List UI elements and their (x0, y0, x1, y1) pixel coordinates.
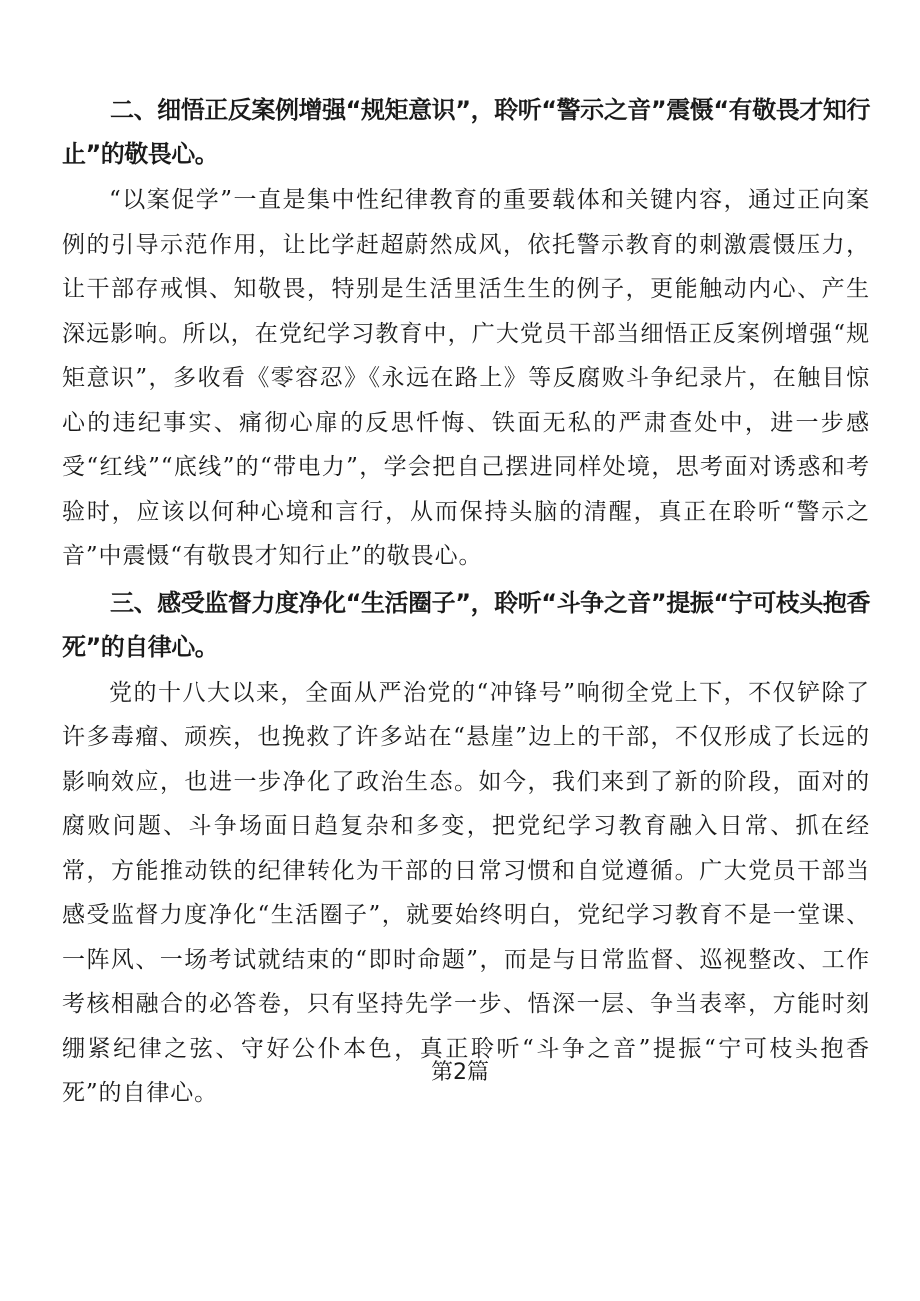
section-paragraph-3: 党的十八大以来，全面从严治党的“冲锋号”响彻全党上下，不仅铲除了许多毒瘤、顽疾，也挽救了许多站在“悬崖”边上的干部，不仅形成了长远的影响效应，也进一步净化了政治生态。如今，我们来到了新的阶段，面对的腐败问题、斗争场面日趋复杂和多变，把党纪学习教育融入日常、抓在经常，方能推动铁的纪律转化为干部的日常习惯和自觉遵循。广大党员干部当感受监督力度净化“生活圈子”，就要始终明白，党纪学习教育不是一堂课、一阵风、一场考试就结束的“即时命题”，而是与日常监督、巡视整改、工作考核相融合的必答卷，只有坚持先学一步、悟深一层、争当表率，方能时刻绷紧纪律之弦、守好公仆本色，真正聆听“斗争之音”提振“宁可枝头抱香死”的自律心。 (62, 679, 870, 1106)
section-paragraph-2: “以案促学”一直是集中性纪律教育的重要载体和关键内容，通过正向案例的引导示范作用，让比学赶超蔚然成风，依托警示教育的刺激震慑压力，让干部存戒惧、知敬畏，特别是生活里活生生的例子，更能触动内心、产生深远影响。所以，在党纪学习教育中，广大党员干部当细悟正反案例增强“规矩意识”，多收看《零容忍》《永远在路上》等反腐败斗争纪录片，在触目惊心的违纪事实、痛彻心扉的反思忏悔、铁面无私的严肃查处中，进一步感受“红线”“底线”的“带电力”，学会把自己摆进同样处境，思考面对诱惑和考验时，应该以何种心境和言行，从而保持头脑的清醒，真正在聆听“警示之音”中震慑“有敬畏才知行止”的敬畏心。 (62, 187, 870, 569)
chapter-label: 第2篇 (431, 1060, 489, 1085)
section-heading-3: 三、感受监督力度净化“生活圈子”，聆听“斗争之音”提振“宁可枝头抱香死”的自律心。 (62, 588, 870, 661)
section-heading-2: 二、细悟正反案例增强“规矩意识”，聆听“警示之音”震慑“有敬畏才知行止”的敬畏心。 (62, 96, 870, 168)
document-body (62, 88, 870, 1116)
